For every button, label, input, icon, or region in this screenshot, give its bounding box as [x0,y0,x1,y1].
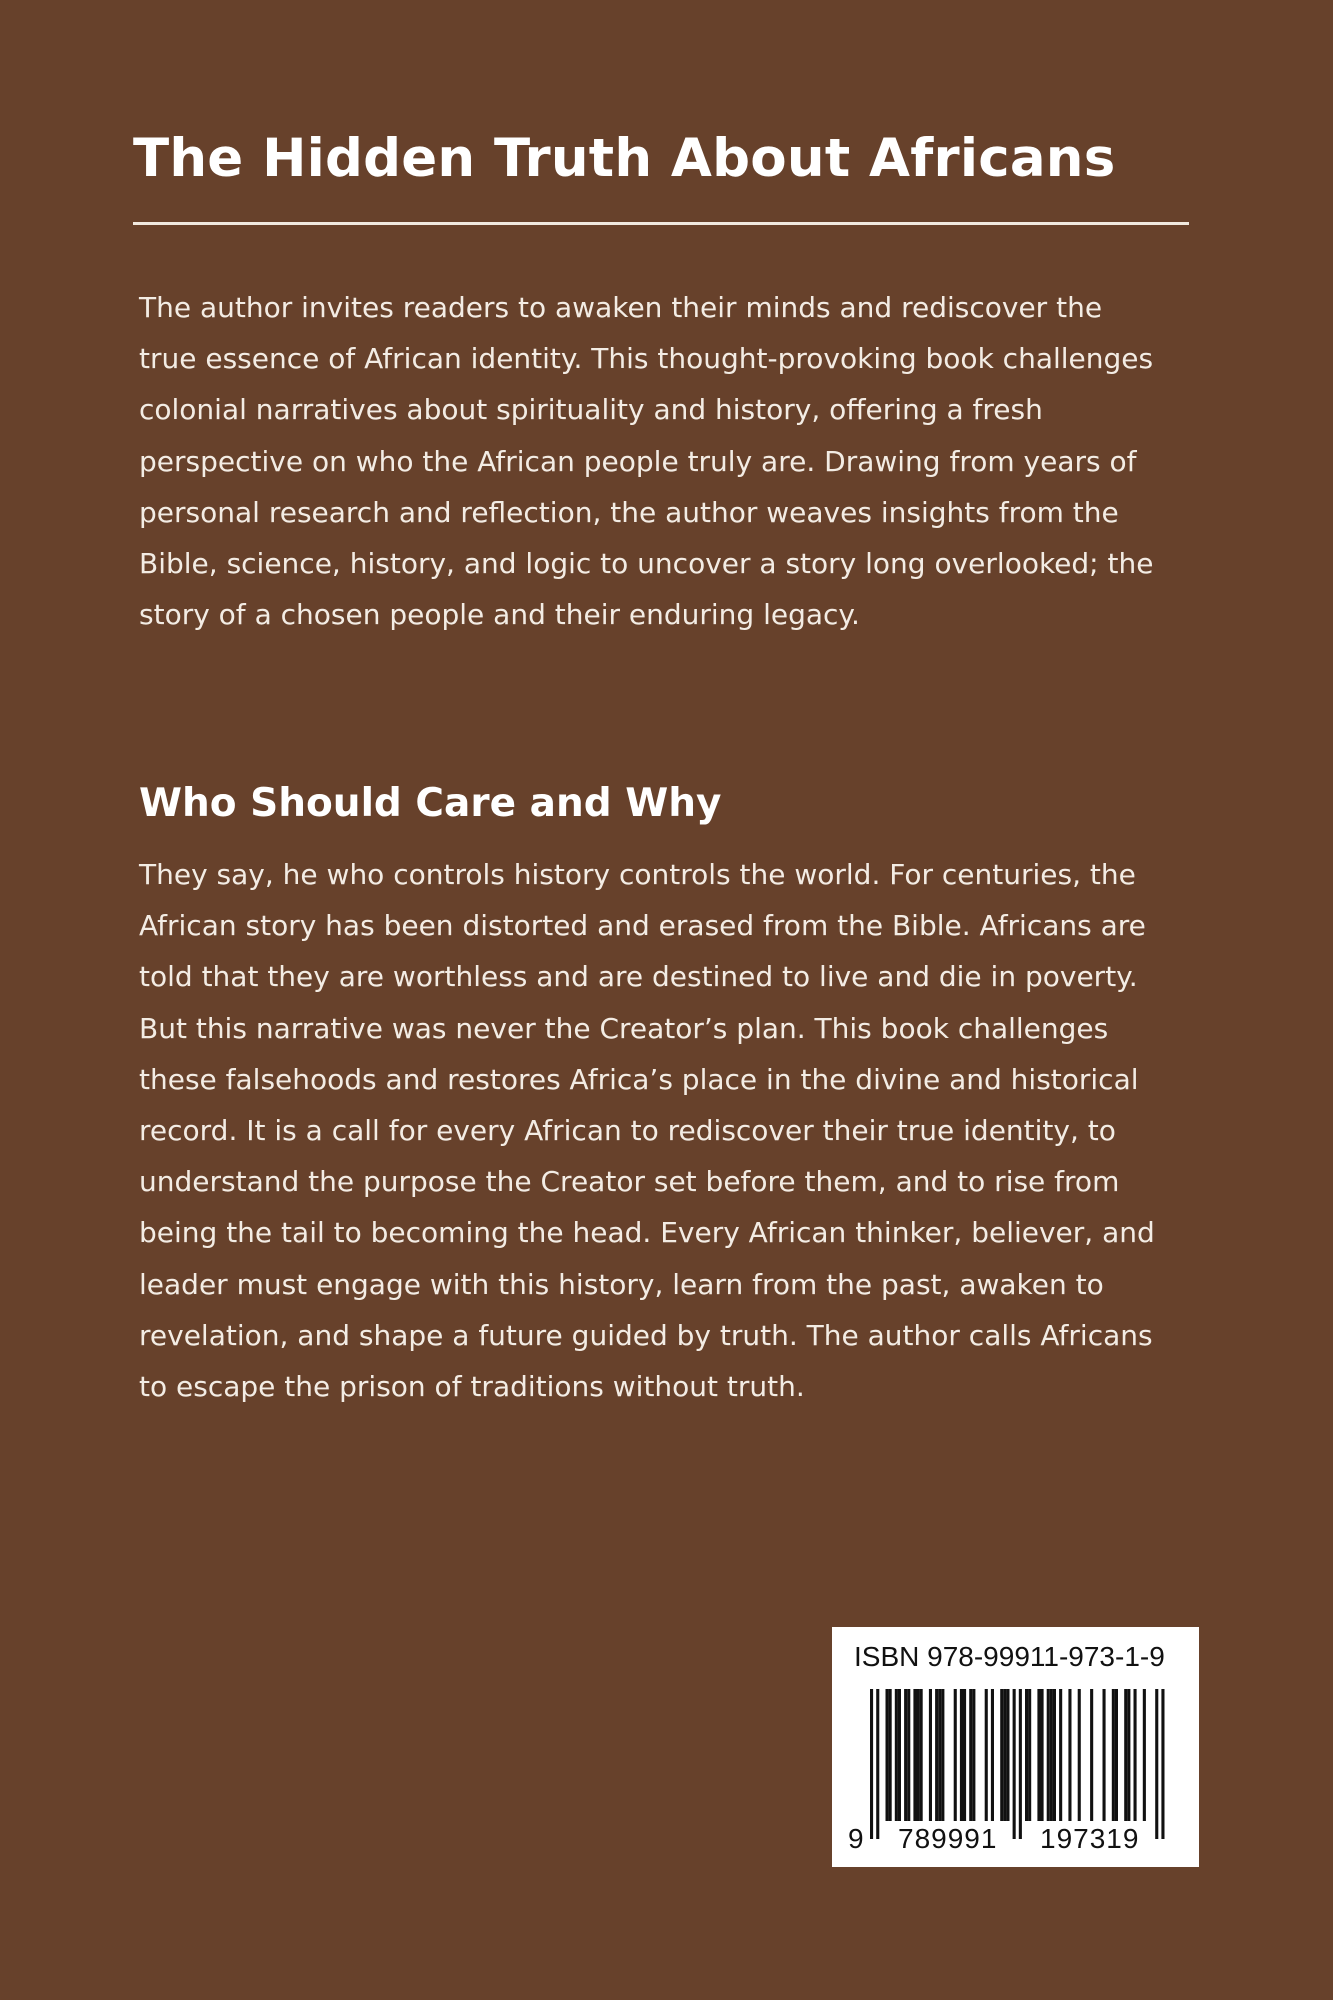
barcode-bar [1003,1689,1006,1821]
barcode-bar [963,1689,966,1821]
barcode-bar [954,1689,957,1821]
barcode-bar [895,1689,898,1821]
barcode-bar [935,1689,938,1821]
barcode-bar [1037,1689,1040,1821]
barcode-digits-right: 197319 [1040,1823,1140,1854]
isbn-label: ISBN 978-99911-973-1-9 [854,1641,1165,1672]
barcode-bar [972,1689,975,1821]
barcode-bar [889,1689,892,1821]
barcode-bar [969,1689,972,1821]
barcode-bar [1127,1689,1130,1821]
barcode-bar [1155,1689,1158,1839]
barcode-bar [876,1689,879,1839]
barcode-bar [1041,1689,1044,1821]
barcode-bar [1134,1689,1137,1821]
barcode-bar [1013,1689,1016,1839]
barcode-bar [1006,1689,1009,1821]
book-title: The Hidden Truth About Africans [133,128,1116,189]
barcode-bar [1124,1689,1127,1821]
barcode-bar [1028,1689,1031,1821]
isbn-barcode-box [832,1627,1199,1867]
barcode-bar [870,1689,873,1839]
barcode-bar [913,1689,916,1821]
barcode-bar [985,1689,988,1821]
barcode-bar [1050,1689,1053,1821]
barcode-bar [1112,1689,1115,1821]
title-divider [133,222,1189,225]
barcode-bar [1143,1689,1146,1821]
barcode-icon [832,1627,1199,1867]
barcode-bar [1078,1689,1081,1821]
barcode-bar [920,1689,923,1821]
barcode-bar [991,1689,994,1821]
barcode-bar [960,1689,963,1821]
barcode-bar [1068,1689,1071,1821]
barcode-bar [917,1689,920,1821]
barcode-bar [941,1689,944,1821]
barcode-bar [907,1689,910,1821]
section-heading: Who Should Care and Why [139,781,722,826]
barcode-bar [938,1689,941,1821]
intro-paragraph: The author invites readers to awaken their minds and rediscover the true essence of African identity. This thought-provoking book challenges colonial narratives about spirituality and history, offering a fresh perspective on who the African people truly are. Drawing from years of personal research and reflection, the author weaves insights from the Bible, science, history, and logic to uncover a story long overlooked; the story of a chosen people and their enduring legacy. [139,291,1154,632]
barcode-bar [1103,1689,1106,1821]
barcode-bar [1019,1689,1022,1839]
barcode-bar [1047,1689,1050,1821]
barcode-bar [886,1689,889,1821]
barcode-bar [929,1689,932,1821]
barcode-digit-lead: 9 [848,1823,865,1854]
barcode-bar [1059,1689,1062,1821]
barcode-bar [1161,1689,1164,1839]
barcode-bar [1025,1689,1028,1821]
barcode-bar [1000,1689,1003,1821]
barcode-bar [898,1689,901,1821]
barcode-digits-left: 789991 [898,1823,998,1854]
section-paragraph: They say, he who controls history controls the world. For centuries, the African story has been distorted and erased from the Bible. Africans are told that they are worthless and are destined to live and die in poverty. But this narrative was never the Creator’s plan. This book challenges these falsehoods and restores Africa’s place in the divine and historical record. It is a call for every African to rediscover their true identity, to understand the purpose the Creator set before them, and to rise from being the tail to becoming the head. Every African thinker, believer, and leader must engage with this history, learn from the past, awaken to revelation, and shape a future guided by truth. The author calls Africans to escape the prison of traditions without truth. [139,858,1155,1404]
barcode-bar [904,1689,907,1821]
barcode-bar [1115,1689,1118,1821]
barcode-bar [1090,1689,1093,1821]
barcode-bar [1053,1689,1056,1821]
